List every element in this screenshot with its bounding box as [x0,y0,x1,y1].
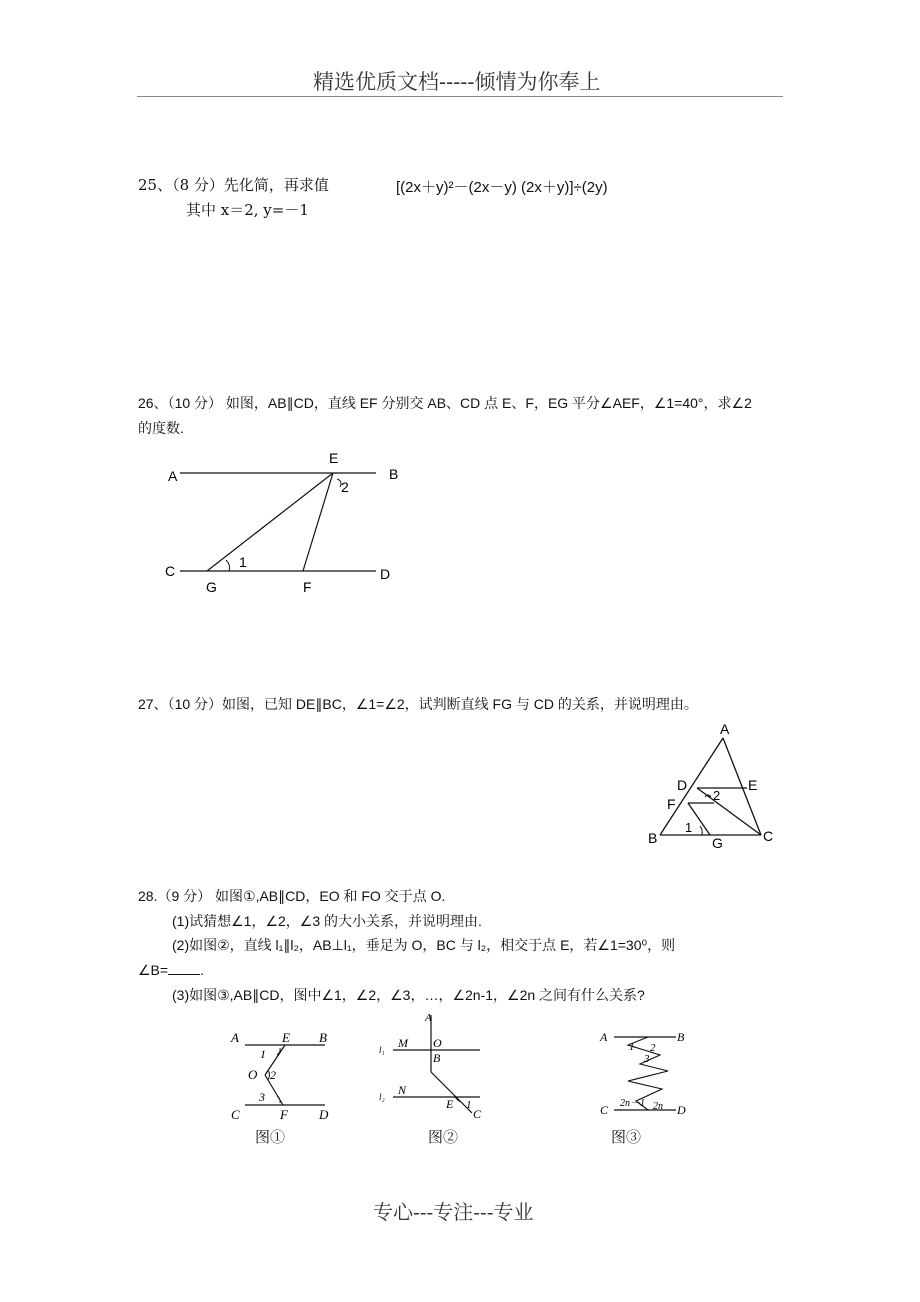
label-angle2: 2 [650,1042,656,1054]
label-d: D [380,566,391,582]
label-a: A [720,721,730,737]
q28-angle-b-label: ∠B= [138,962,169,978]
label-d: D [677,1103,686,1117]
line-eg [207,473,333,571]
label-m: M [398,1036,408,1050]
q26-line1: 26、（10 分） 如图，AB∥CD，直线 EF 分别交 AB、CD 点 E、F，EG 平分∠AEF，∠1=40°，求∠2 [138,395,752,411]
label-f: F [667,796,676,812]
q28-figure2 [375,1010,490,1120]
q28-part2b [138,960,204,979]
label-o: O [433,1036,442,1050]
label-b: B [433,1051,441,1065]
figure1-caption: 图① [255,1128,286,1146]
label-angle2: 2 [270,1068,276,1082]
q25-line1: 25、（8 分）先化简，再求值 [138,176,329,194]
label-angle-2n-1: 2n－1 [620,1098,645,1109]
label-b: B [648,830,658,846]
label-e: E [748,777,758,793]
label-e: E [446,1097,454,1111]
label-b: B [389,466,399,482]
q28-figure3 [598,1025,708,1120]
label-d: D [677,777,688,793]
label-a: A [600,1030,608,1044]
q28-part3: (3)如图③,AB∥CD，图中∠1，∠2，∠3，…，∠2n-1，∠2n 之间有什么关系? [172,987,645,1003]
label-c: C [473,1107,482,1120]
q28-period: . [200,962,204,978]
label-b: B [319,1030,327,1045]
label-c: C [231,1107,240,1122]
angle3-arc [277,1096,280,1103]
label-c: C [600,1103,609,1117]
q27-line1: 27、（10 分）如图，已知 DE∥BC，∠1=∠2，试判断直线 FG 与 CD 的关系，并说明理由。 [138,696,698,712]
label-angle1: 1 [466,1099,472,1111]
angle1-arc [226,560,230,571]
label-a: A [425,1012,432,1024]
label-l2: l₂ [379,1092,385,1102]
label-angle3: 3 [259,1090,265,1104]
label-a: A [231,1030,239,1045]
q27-figure [640,720,785,852]
page-header: 精选优质文档-----倾情为你奉上 [313,70,601,94]
q28-part1: (1)试猜想∠1，∠2，∠3 的大小关系，并说明理由. [172,913,482,929]
figure3-caption: 图③ [611,1128,642,1146]
label-angle-2n: 2n [653,1101,663,1112]
q26-figure [160,445,410,600]
label-g: G [206,579,217,595]
q25-line2: 其中 x＝2, y=－1 [186,201,309,219]
figure2-caption: 图② [428,1128,459,1146]
label-angle2: 2 [341,479,349,495]
label-g: G [712,835,723,851]
label-e: E [329,450,339,466]
label-c: C [165,563,176,579]
label-angle2: 2 [713,788,721,803]
label-d: D [319,1107,329,1122]
label-l1: l₁ [379,1045,385,1055]
q28-line1: 28.（9 分） 如图①,AB∥CD，EO 和 FO 交于点 O. [138,888,446,904]
label-f: F [280,1107,288,1122]
label-angle1: 1 [629,1041,635,1053]
label-c: C [763,828,774,844]
angle1-arc [700,826,702,835]
label-e: E [282,1030,290,1045]
label-f: F [303,579,312,595]
line-ef [303,473,333,571]
header-rule [137,96,783,97]
label-angle3: 3 [644,1053,650,1065]
label-o: O [248,1067,258,1082]
label-angle1: 1 [239,554,247,570]
label-a: A [168,468,178,484]
answer-blank[interactable] [168,960,200,975]
q28-part2a: (2)如图②，直线 l₁∥l₂，AB⊥l₁，垂足为 O，BC 与 l₂，相交于点 E，若∠1=30⁰，则 [172,937,676,953]
label-angle1: 1 [685,820,693,835]
label-angle1: 1 [260,1047,266,1061]
page-footer: 专心---专注---专业 [373,1200,534,1224]
label-n: N [398,1083,407,1097]
label-b: B [677,1030,685,1044]
q28-figure1 [225,1025,345,1125]
q25-expression: [(2x＋y)²－(2x－y) (2x＋y)]÷(2y) [396,179,608,196]
q26-line2: 的度数. [138,420,184,436]
